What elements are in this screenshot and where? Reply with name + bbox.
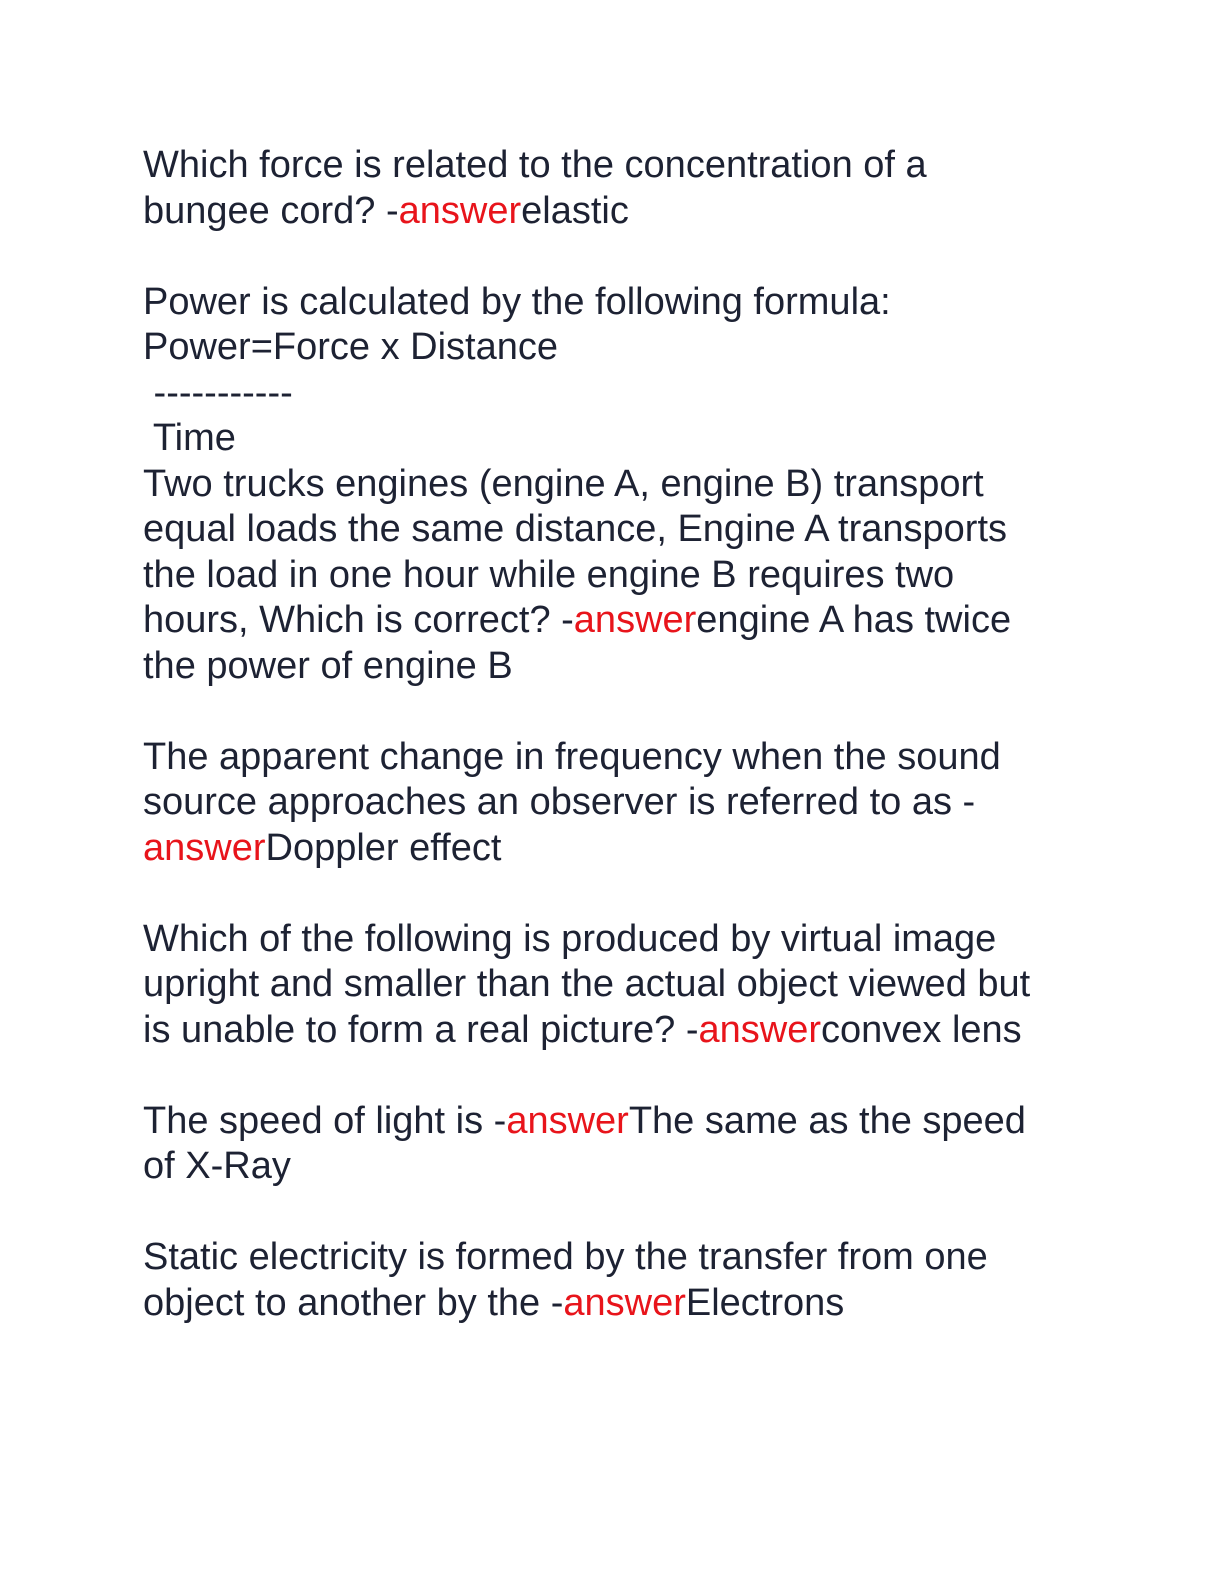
answer-marker: answer	[506, 1099, 629, 1142]
question-answer-line	[143, 1099, 1103, 1145]
question-text: object to another by the -	[143, 1281, 564, 1324]
question-text: The speed of light is -	[143, 1099, 507, 1142]
question-text: is unable to form a real picture? -	[143, 1008, 699, 1051]
qa-item-lens	[143, 917, 1103, 1054]
answer-marker: answer	[573, 599, 697, 641]
question-text: hours, Which is correct? -	[143, 599, 574, 641]
answer-text: Doppler effect	[265, 826, 502, 869]
question-answer-line	[143, 598, 1103, 644]
spacer	[143, 1053, 1103, 1099]
question-text: upright and smaller than the actual object viewed but	[143, 963, 1031, 1005]
question-text: equal loads the same distance, Engine A transports	[143, 508, 1007, 550]
spacer	[143, 1190, 1103, 1236]
answer-text: convex lens	[821, 1008, 1022, 1051]
qa-item-elastic	[143, 143, 1103, 234]
answer-marker: answer	[398, 189, 522, 232]
formula-denominator: Time	[143, 417, 236, 459]
answer-marker: answer	[563, 1281, 686, 1324]
question-text: Static electricity is formed by the transfer from one	[143, 1236, 988, 1278]
qa-item-power	[143, 280, 1103, 690]
qa-item-static	[143, 1235, 1103, 1326]
answer-text: elastic	[521, 189, 629, 232]
question-text: Two trucks engines (engine A, engine B) transport	[143, 462, 984, 505]
document-page	[143, 143, 1103, 1326]
formula-divider: -----------	[143, 371, 293, 414]
question-text: source approaches an observer is referred to as -	[143, 781, 976, 823]
question-answer-line	[143, 826, 1103, 872]
question-text: the load in one hour while engine B requires two	[143, 553, 955, 596]
question-text: bungee cord? -	[143, 189, 399, 232]
answer-text: of X-Ray	[143, 1145, 291, 1187]
question-text: Which of the following is produced by virtual image	[143, 917, 997, 960]
question-answer-line	[143, 189, 1103, 235]
question-text: Which force is related to the concentration of a	[143, 144, 927, 186]
question-answer-line	[143, 1281, 1103, 1327]
spacer	[143, 871, 1103, 917]
question-answer-line	[143, 1008, 1103, 1054]
answer-marker: answer	[698, 1008, 821, 1051]
spacer	[143, 689, 1103, 735]
spacer	[143, 234, 1103, 280]
question-text: Power is calculated by the following formula:	[143, 280, 891, 323]
answer-text: Electrons	[685, 1281, 845, 1324]
answer-text: The same as the speed	[628, 1099, 1026, 1142]
answer-text: the power of engine B	[143, 644, 513, 687]
qa-item-doppler	[143, 735, 1103, 872]
qa-item-light	[143, 1099, 1103, 1190]
answer-text: engine A has twice	[696, 599, 1012, 641]
question-text: The apparent change in frequency when the sound	[143, 735, 1001, 778]
answer-marker: answer	[143, 826, 266, 869]
formula-numerator: Power=Force x Distance	[143, 326, 558, 368]
